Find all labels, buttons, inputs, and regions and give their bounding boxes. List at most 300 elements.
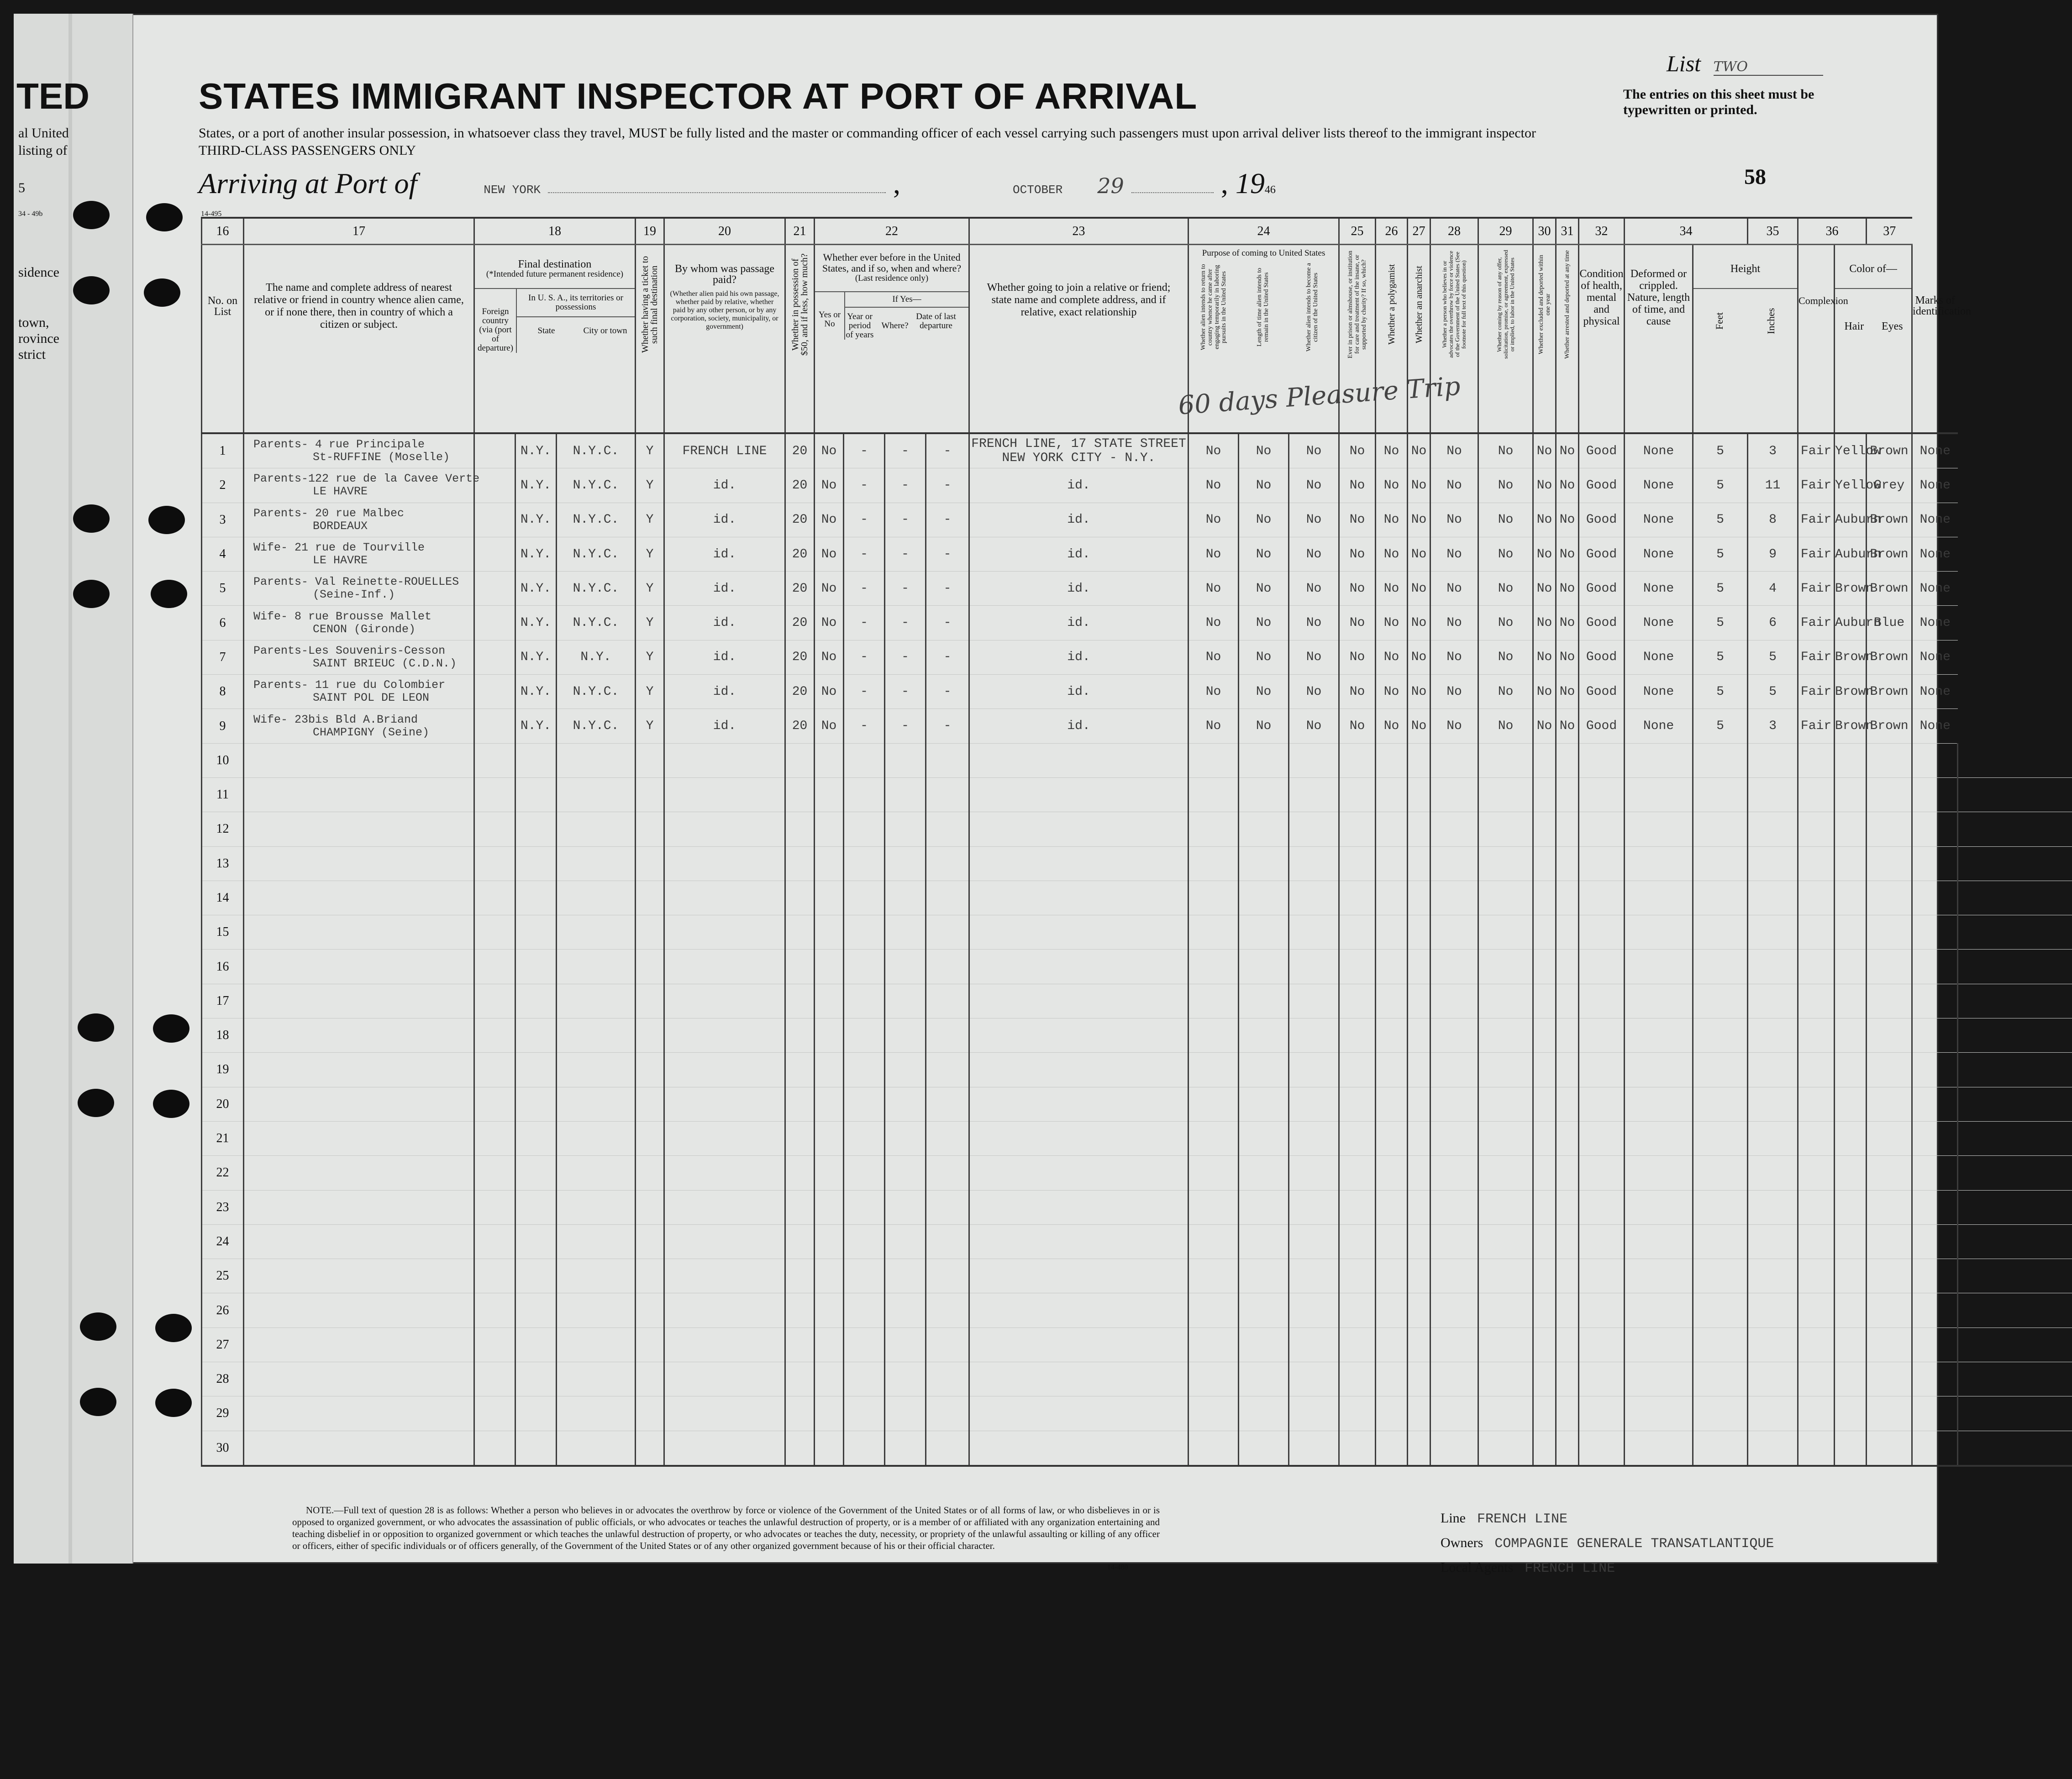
- empty-cell: [636, 950, 664, 984]
- anarchist-label: Whether an anarchist: [1414, 266, 1424, 343]
- cell-line: Wife- 23bis Bld A.Briand: [253, 713, 418, 726]
- cell-paid: id.: [664, 675, 785, 709]
- empty-cell: [1533, 1087, 1556, 1121]
- empty-cell: [1579, 915, 1625, 950]
- empty-cell: [926, 1293, 969, 1328]
- empty-cell: [1478, 812, 1533, 846]
- table-row: [202, 606, 2072, 640]
- empty-cell: [1625, 1121, 1693, 1155]
- empty-cell: [474, 1053, 515, 1087]
- column-number: 27: [1408, 218, 1430, 245]
- cell-comp: Fair: [1798, 537, 1835, 571]
- header-ever-before: [815, 245, 969, 434]
- cell-marks: None: [1912, 675, 1958, 709]
- table-row: [202, 1328, 2072, 1362]
- cell-q29: No: [1478, 468, 1533, 503]
- cell-deform: None: [1625, 503, 1693, 537]
- empty-cell: [244, 1396, 474, 1431]
- empty-cell: [1579, 777, 1625, 812]
- empty-cell: [844, 915, 885, 950]
- cell-q31: No: [1556, 606, 1579, 640]
- punch-hole: [73, 201, 110, 229]
- empty-cell: [244, 1121, 474, 1155]
- cell-q30: No: [1533, 675, 1556, 709]
- header-joining-relative: Whether going to join a relative or friend; state name and complete address, and if relative, exact relationship: [969, 245, 1189, 434]
- empty-cell: [1867, 1396, 1912, 1431]
- cell-q28: No: [1430, 606, 1478, 640]
- cell-line: Parents- 20 rue Malbec: [253, 506, 405, 520]
- empty-cell: [785, 1328, 815, 1362]
- empty-cell: [1533, 1190, 1556, 1224]
- cell-p3: No: [1289, 433, 1339, 468]
- empty-cell: [1912, 1396, 1958, 1431]
- cell-inches: 9: [1748, 537, 1798, 571]
- empty-cell: [1430, 1018, 1478, 1053]
- empty-cell: [1239, 881, 1289, 915]
- empty-cell: [1748, 950, 1798, 984]
- empty-cell: [885, 1396, 926, 1431]
- empty-cell: [969, 1087, 1189, 1121]
- cell-comp: Fair: [1798, 468, 1835, 503]
- cell-paid: id.: [664, 640, 785, 674]
- empty-cell: [1478, 1362, 1533, 1396]
- empty-cell: [1189, 1018, 1239, 1053]
- empty-cell: [1239, 1293, 1289, 1328]
- header-q31: [1556, 245, 1579, 434]
- empty-cell: [1912, 1018, 1958, 1053]
- empty-cell: [1533, 881, 1556, 915]
- empty-cell: [785, 915, 815, 950]
- empty-cell: [926, 1328, 969, 1362]
- empty-cell: [969, 915, 1189, 950]
- form-code-bottom: 14-480: [1107, 1564, 1128, 1571]
- empty-cell: [1239, 1087, 1289, 1121]
- cell-q29: No: [1478, 606, 1533, 640]
- table-row: [202, 1053, 2072, 1087]
- cell-city: N.Y.: [557, 640, 636, 674]
- empty-cell: [1556, 1018, 1579, 1053]
- passage-paid-sub: (Whether alien paid his own passage, whether paid by relative, whether paid by any other person, or by any corporation, society, municipality, or government): [670, 290, 779, 331]
- row-number: 17: [202, 984, 244, 1018]
- row-number: 1: [202, 433, 244, 468]
- empty-cell: [664, 1224, 785, 1259]
- cell-eyes: Grey: [1867, 468, 1912, 503]
- cell-q30: No: [1533, 468, 1556, 503]
- punch-hole: [73, 580, 110, 608]
- empty-cell: [1239, 1018, 1289, 1053]
- cell-inches: 5: [1748, 640, 1798, 674]
- empty-cell: [885, 1431, 926, 1466]
- cell-q29: No: [1478, 709, 1533, 743]
- empty-cell: [474, 1121, 515, 1155]
- joining-relative-cell: [969, 537, 1189, 571]
- cell-before: No: [815, 433, 844, 468]
- empty-cell: [1189, 1328, 1239, 1362]
- row-number: 20: [202, 1087, 244, 1121]
- cell-feet: 5: [1693, 640, 1748, 674]
- empty-cell: [1798, 1259, 1835, 1293]
- empty-cell: [244, 1156, 474, 1190]
- empty-cell: [1533, 1018, 1556, 1053]
- empty-cell: [1912, 1087, 1958, 1121]
- cell-money: 20: [785, 606, 815, 640]
- empty-cell: [1339, 1087, 1376, 1121]
- empty-cell: [664, 1396, 785, 1431]
- cell-deform: None: [1625, 572, 1693, 606]
- empty-cell: [1867, 1362, 1912, 1396]
- cell-hair: Auburn: [1835, 537, 1867, 571]
- empty-cell: [1289, 1087, 1339, 1121]
- empty-cell: [664, 950, 785, 984]
- line-label: Line: [1441, 1511, 1466, 1526]
- row-number: 29: [202, 1396, 244, 1431]
- empty-cell: [1579, 881, 1625, 915]
- empty-cell: [1912, 984, 1958, 1018]
- table-row: [202, 503, 2072, 537]
- relative-address-cell: [244, 468, 480, 503]
- empty-cell: [1835, 915, 1867, 950]
- cell-money: 20: [785, 537, 815, 571]
- empty-cell: [1693, 915, 1748, 950]
- empty-cell: [1189, 1259, 1239, 1293]
- empty-cell: [1339, 1259, 1376, 1293]
- empty-cell: [1533, 1431, 1556, 1466]
- cell-poly: No: [1376, 537, 1408, 571]
- empty-cell: [1533, 1362, 1556, 1396]
- empty-cell: [474, 1190, 515, 1224]
- empty-cell: [1533, 1121, 1556, 1155]
- empty-cell: [474, 846, 515, 881]
- cell-anar: No: [1408, 433, 1430, 468]
- empty-cell: [1289, 1293, 1339, 1328]
- punch-hole: [155, 1389, 192, 1417]
- empty-cell: [1556, 881, 1579, 915]
- empty-cell: [1376, 1259, 1408, 1293]
- empty-cell: [1693, 743, 1748, 777]
- column-number: 26: [1376, 218, 1408, 245]
- cell-p3: No: [1289, 709, 1339, 743]
- header-if-yes: If Yes—: [845, 292, 968, 308]
- empty-cell: [474, 1396, 515, 1431]
- empty-cell: [1239, 1121, 1289, 1155]
- empty-cell: [1376, 1396, 1408, 1431]
- empty-cell: [1376, 1293, 1408, 1328]
- row-number: 14: [202, 881, 244, 915]
- empty-cell: [1625, 846, 1693, 881]
- empty-cell: [515, 915, 557, 950]
- empty-cell: [969, 743, 1189, 777]
- cell-line: id.: [1067, 581, 1090, 596]
- empty-cell: [1625, 1190, 1693, 1224]
- cell-foreign-country: [474, 503, 515, 537]
- empty-cell: [1579, 812, 1625, 846]
- empty-cell: [636, 1156, 664, 1190]
- cell-line: id.: [1067, 478, 1090, 493]
- row-number: 3: [202, 503, 244, 537]
- empty-cell: [1533, 846, 1556, 881]
- empty-cell: [1835, 1431, 1867, 1466]
- empty-cell: [1958, 984, 2072, 1018]
- row-number: 12: [202, 812, 244, 846]
- title-fragment: TED: [16, 76, 89, 116]
- cell-eyes: Brown: [1867, 640, 1912, 674]
- table-row: [202, 846, 2072, 881]
- empty-cell: [474, 1293, 515, 1328]
- empty-cell: [1693, 1121, 1748, 1155]
- cell-foreign-country: [474, 572, 515, 606]
- cell-paid: id.: [664, 606, 785, 640]
- empty-cell: [1430, 1224, 1478, 1259]
- empty-cell: [815, 1156, 844, 1190]
- empty-cell: [1579, 1156, 1625, 1190]
- empty-cell: [1556, 1156, 1579, 1190]
- empty-cell: [1189, 1053, 1239, 1087]
- empty-cell: [244, 1087, 474, 1121]
- cell-ticket: Y: [636, 468, 664, 503]
- empty-cell: [926, 846, 969, 881]
- cell-line: id.: [1067, 616, 1090, 630]
- empty-cell: [1430, 984, 1478, 1018]
- empty-cell: [1912, 881, 1958, 915]
- empty-cell: [1835, 1190, 1867, 1224]
- empty-cell: [1408, 777, 1430, 812]
- empty-cell: [1239, 812, 1289, 846]
- empty-cell: [1430, 1396, 1478, 1431]
- table-row: [202, 915, 2072, 950]
- empty-cell: [926, 743, 969, 777]
- empty-cell: [515, 1293, 557, 1328]
- empty-cell: [1867, 777, 1912, 812]
- cell-cond: Good: [1579, 675, 1625, 709]
- empty-cell: [1835, 1121, 1867, 1155]
- cell-money: 20: [785, 503, 815, 537]
- cell-paid: id.: [664, 572, 785, 606]
- cell-line: (Seine-Inf.): [313, 588, 395, 602]
- relative-address-cell: [244, 572, 474, 606]
- empty-cell: [844, 1087, 885, 1121]
- empty-cell: [885, 915, 926, 950]
- empty-cell: [1625, 777, 1693, 812]
- empty-cell: [885, 1328, 926, 1362]
- cell-line: id.: [1067, 650, 1090, 665]
- ticket-label: Whether having a ticket to such final destination: [640, 256, 660, 353]
- cell-prison: No: [1339, 537, 1376, 571]
- empty-cell: [844, 984, 885, 1018]
- table-row: [202, 881, 2072, 915]
- cell-q31: No: [1556, 537, 1579, 571]
- year-suffix: 46: [1264, 184, 1276, 196]
- empty-cell: [1579, 1053, 1625, 1087]
- cell-years: -: [844, 503, 885, 537]
- column-number-row: [202, 218, 2072, 245]
- instruction-line: States, or a port of another insular possession, in whatsoever class they travel, MUST be fully listed and the master or commanding officer of each vessel carrying such passengers must upon arrival deliver lists thereof to the immigrant inspector: [199, 126, 1536, 141]
- table-row: [202, 572, 2072, 606]
- empty-cell: [1835, 812, 1867, 846]
- port-dotted-line: [548, 192, 886, 193]
- empty-cell: [636, 1396, 664, 1431]
- cell-where: -: [885, 468, 926, 503]
- cell-money: 20: [785, 468, 815, 503]
- empty-cell: [785, 777, 815, 812]
- empty-cell: [515, 1087, 557, 1121]
- empty-cell: [1748, 1224, 1798, 1259]
- empty-cell: [1289, 881, 1339, 915]
- punch-hole: [151, 580, 187, 608]
- relative-address-cell: [244, 675, 474, 709]
- empty-cell: [815, 1362, 844, 1396]
- header-no-on-list: No. on List: [202, 245, 244, 434]
- cell-state: N.Y.: [515, 503, 557, 537]
- cell-money: 20: [785, 640, 815, 674]
- punch-hole: [148, 506, 185, 534]
- empty-cell: [1556, 1293, 1579, 1328]
- empty-cell: [515, 1224, 557, 1259]
- empty-cell: [1430, 1121, 1478, 1155]
- cell-where: -: [885, 503, 926, 537]
- cell-q30: No: [1533, 606, 1556, 640]
- cell-p2: No: [1239, 468, 1289, 503]
- empty-cell: [474, 1224, 515, 1259]
- empty-cell: [515, 1121, 557, 1155]
- cell-years: -: [844, 433, 885, 468]
- empty-cell: [1958, 950, 2072, 984]
- punch-hole: [80, 1312, 116, 1341]
- empty-cell: [1289, 984, 1339, 1018]
- empty-cell: [1430, 881, 1478, 915]
- empty-cell: [885, 950, 926, 984]
- cell-deform: None: [1625, 537, 1693, 571]
- row-number: 8: [202, 675, 244, 709]
- empty-cell: [1339, 812, 1376, 846]
- empty-cell: [1867, 1053, 1912, 1087]
- q31-label: Whether arrested and deported at any time: [1564, 250, 1571, 359]
- empty-cell: [885, 881, 926, 915]
- empty-cell: [1239, 1328, 1289, 1362]
- cell-where: -: [885, 572, 926, 606]
- empty-cell: [969, 1328, 1189, 1362]
- empty-cell: [969, 984, 1189, 1018]
- empty-cell: [244, 1259, 474, 1293]
- empty-cell: [1798, 950, 1835, 984]
- empty-cell: [1958, 846, 2072, 881]
- cell-q28: No: [1430, 503, 1478, 537]
- cell-line: Parents- Val Reinette-ROUELLES: [253, 575, 459, 589]
- empty-cell: [1376, 950, 1408, 984]
- empty-cell: [244, 846, 474, 881]
- empty-cell: [1798, 1396, 1835, 1431]
- empty-cell: [557, 1396, 636, 1431]
- cell-anar: No: [1408, 537, 1430, 571]
- empty-cell: [969, 950, 1189, 984]
- cell-p3: No: [1289, 537, 1339, 571]
- empty-cell: [557, 1018, 636, 1053]
- empty-cell: [785, 881, 815, 915]
- cell-p3: No: [1289, 468, 1339, 503]
- empty-cell: [1189, 950, 1239, 984]
- empty-cell: [664, 743, 785, 777]
- empty-cell: [1556, 1053, 1579, 1087]
- cell-city: N.Y.C.: [557, 503, 636, 537]
- cell-cond: Good: [1579, 606, 1625, 640]
- empty-cell: [1912, 1431, 1958, 1466]
- cell-before: No: [815, 572, 844, 606]
- cell-q31: No: [1556, 572, 1579, 606]
- empty-cell: [844, 1018, 885, 1053]
- empty-cell: [885, 1156, 926, 1190]
- empty-cell: [885, 1087, 926, 1121]
- list-label: List: [1667, 51, 1701, 76]
- empty-cell: [1835, 1053, 1867, 1087]
- empty-cell: [636, 1087, 664, 1121]
- empty-cell: [969, 1121, 1189, 1155]
- row-number: 18: [202, 1018, 244, 1053]
- empty-cell: [664, 1362, 785, 1396]
- empty-cell: [885, 777, 926, 812]
- empty-cell: [1912, 812, 1958, 846]
- empty-cell: [785, 1087, 815, 1121]
- empty-cell: [1339, 1224, 1376, 1259]
- empty-cell: [926, 1362, 969, 1396]
- cell-q28: No: [1430, 537, 1478, 571]
- empty-cell: [474, 743, 515, 777]
- cell-inches: 4: [1748, 572, 1798, 606]
- empty-cell: [1556, 984, 1579, 1018]
- header-q30: [1533, 245, 1556, 434]
- empty-cell: [1533, 1224, 1556, 1259]
- empty-cell: [1958, 915, 2072, 950]
- cell-cond: Good: [1579, 468, 1625, 503]
- empty-cell: [515, 1259, 557, 1293]
- empty-cell: [1478, 1156, 1533, 1190]
- cell-cond: Good: [1579, 503, 1625, 537]
- cell-hair: Yellow: [1835, 433, 1867, 468]
- empty-cell: [1912, 1156, 1958, 1190]
- cell-feet: 5: [1693, 468, 1748, 503]
- empty-cell: [1408, 881, 1430, 915]
- empty-cell: [815, 777, 844, 812]
- cell-comp: Fair: [1798, 709, 1835, 743]
- header-relative-address: The name and complete address of nearest relative or friend in country whence alien came, or if none there, then in country of which a citizen or subject.: [244, 245, 474, 434]
- row-number: 7: [202, 640, 244, 674]
- year-prefix: 19: [1235, 167, 1265, 199]
- cell-p2: No: [1239, 675, 1289, 709]
- empty-cell: [1693, 984, 1748, 1018]
- empty-cell: [969, 1259, 1189, 1293]
- empty-cell: [1625, 1259, 1693, 1293]
- cell-ticket: Y: [636, 709, 664, 743]
- cell-years: -: [844, 640, 885, 674]
- relative-address-cell: [244, 709, 474, 743]
- header-ticket: [636, 245, 664, 434]
- punch-hole: [78, 1013, 114, 1042]
- left-fragment: sidence: [18, 265, 59, 280]
- empty-cell: [636, 1259, 664, 1293]
- cell-feet: 5: [1693, 537, 1748, 571]
- empty-cell: [474, 1431, 515, 1466]
- line-block: [1441, 1506, 1774, 1580]
- cell-comp: Fair: [1798, 606, 1835, 640]
- empty-cell: [844, 1396, 885, 1431]
- row-number: 25: [202, 1259, 244, 1293]
- empty-cell: [664, 846, 785, 881]
- empty-cell: [1798, 1362, 1835, 1396]
- cell-where: -: [885, 640, 926, 674]
- empty-cell: [969, 777, 1189, 812]
- arrival-label: Arriving at Port of: [199, 167, 417, 199]
- row-number: 23: [202, 1190, 244, 1224]
- empty-cell: [515, 1018, 557, 1053]
- empty-cell: [1625, 1293, 1693, 1328]
